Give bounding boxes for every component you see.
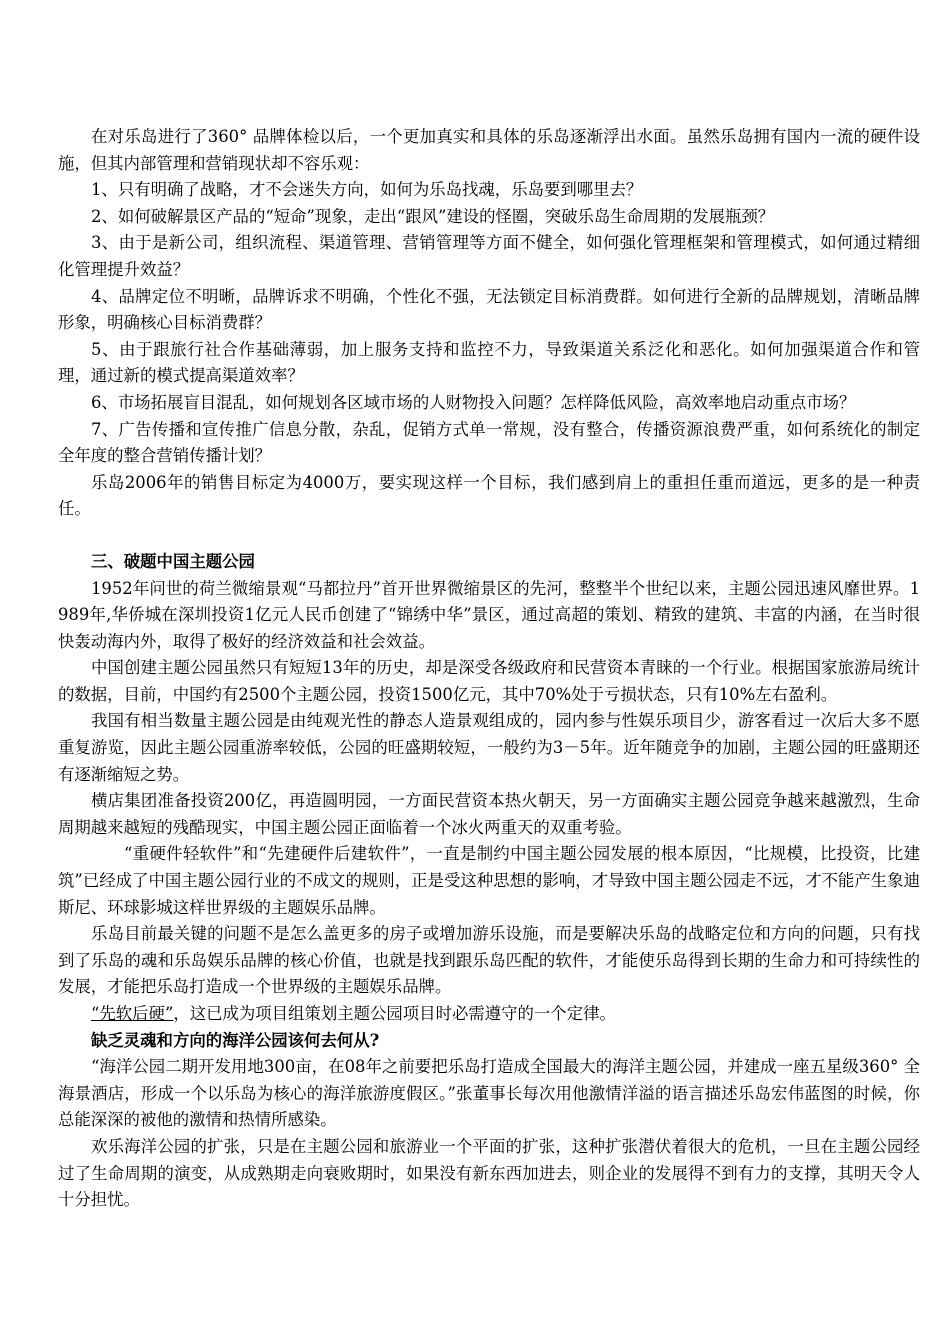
issue-item-7: 7、广告传播和宣传推广信息分散，杂乱，促销方式单一常规，没有整合，传播资源浪费严重，如何系统化的制定全年度的整合营销传播计划？ <box>58 419 920 466</box>
body-paragraph: 1952年问世的荷兰微缩景观“马都拉丹”首开世界微缩景区的先河，整整半个世纪以来，主题公园迅速风靡世界。1989年,华侨城在深圳投资1亿元人民币创建了“锦绣中华”景区，通过高超的策划、精致的建筑、丰富的内涵，在当时很快轰动海内外，取得了极好的经济效益和社会效益。 <box>58 578 920 651</box>
sales-target-paragraph: 乐岛2006年的销售目标定为4000万，要实现这样一个目标，我们感到肩上的重担任重而道远，更多的是一种责任。 <box>58 472 920 519</box>
document-page <box>58 124 920 1214</box>
issue-item-5: 5、由于跟旅行社合作基础薄弱，加上服务支持和监控不力，导致渠道关系泛化和恶化。如何加强渠道合作和管理，通过新的模式提高渠道效率？ <box>58 339 920 386</box>
body-paragraph: 横店集团准备投资200亿，再造圆明园，一方面民营资本热火朝天，另一方面确实主题公园竞争越来越激烈，生命周期越来越短的残酷现实，中国主题公园正面临着一个冰火两重天的双重考验。 <box>58 791 920 837</box>
issue-item-3: 3、由于是新公司，组织流程、渠道管理、营销管理等方面不健全，如何强化管理框架和管理模式，如何通过精细化管理提升效益？ <box>58 233 920 279</box>
section-gap <box>58 523 920 549</box>
body-paragraph: “海洋公园二期开发用地300亩，在08年之前要把乐岛打造成全国最大的海洋主题公园，并建成一座五星级360° 全海景酒店，形成一个以乐岛为核心的海洋旅游度假区。”张董事长每次用他激情洋溢的语言描述乐岛宏伟蓝图的时候，你总能深深的被他的激情和热情所感染。 <box>58 1057 920 1130</box>
underlined-phrase: “先软后硬” <box>91 1004 174 1023</box>
issue-item-6: 6、市场拓展盲目混乱，如何规划各区域市场的人财物投入问题？怎样降低风险，高效率地启动重点市场？ <box>91 392 856 412</box>
section-heading: 三、破题中国主题公园 <box>91 551 255 571</box>
issue-item-1: 1、只有明确了战略，才不会迷失方向，如何为乐岛找魂，乐岛要到哪里去？ <box>91 180 643 200</box>
subheading: 缺乏灵魂和方向的海洋公园该何去何从? <box>91 1030 380 1050</box>
body-paragraph: 欢乐海洋公园的扩张，只是在主题公园和旅游业一个平面的扩张，这种扩张潜伏着很大的危机，一旦在主题公园经过了生命周期的演变，从成熟期走向衰败期时，如果没有新东西加进去，则企业的发展得不到有力的支撑，其明天令人十分担忧。 <box>58 1136 920 1210</box>
rule-text: ，这已成为项目组策划主题公园项目时必需遵守的一个定律。 <box>173 1004 616 1023</box>
body-paragraph: 中国创建主题公园虽然只有短短13年的历史，却是深受各级政府和民营资本青睐的一个行业。根据国家旅游局统计的数据，目前，中国约有2500个主题公园，投资1500亿元，其中70%处于亏损状态，只有10%左右盈利。 <box>58 658 920 704</box>
issue-item-4: 4、品牌定位不明晰，品牌诉求不明确，个性化不强，无法锁定目标消费群。如何进行全新的品牌规划，清晰品牌形象，明确核心目标消费群？ <box>58 286 920 333</box>
body-paragraph: 我国有相当数量主题公园是由纯观光性的静态人造景观组成的，园内参与性娱乐项目少，游客看过一次后大多不愿重复游览，因此主题公园重游率较低，公园的旺盛期较短，一般约为3－5年。近年随竞争的加剧，主题公园的旺盛期还有逐渐缩短之势。 <box>58 711 920 784</box>
issue-item-2: 2、如何破解景区产品的“短命”现象，走出“跟风”建设的怪圈，突破乐岛生命周期的发展瓶颈？ <box>91 206 775 226</box>
intro-paragraph: 在对乐岛进行了360° 品牌体检以后，一个更加真实和具体的乐岛逐渐浮出水面。虽然乐岛拥有国内一流的硬件设施，但其内部管理和营销现状却不容乐观： <box>58 127 920 173</box>
body-paragraph: 乐岛目前最关键的问题不是怎么盖更多的房子或增加游乐设施，而是要解决乐岛的战略定位和方向的问题，只有找到了乐岛的魂和乐岛娱乐品牌的核心价值，也就是找到跟乐岛匹配的软件，才能使乐岛得到长期的生命力和可持续性的发展，才能把乐岛打造成一个世界级的主题娱乐品牌。 <box>58 924 920 997</box>
rule-paragraph <box>58 1001 920 1028</box>
body-paragraph: “重硬件轻软件”和“先建硬件后建软件”，一直是制约中国主题公园发展的根本原因，“比规模，比投资，比建筑”已经成了中国主题公园行业的不成文的规则，正是受这种思想的影响，才导致中国主题公园走不远，才不能产生象迪斯尼、环球影城这样世界级的主题娱乐品牌。 <box>58 844 920 917</box>
